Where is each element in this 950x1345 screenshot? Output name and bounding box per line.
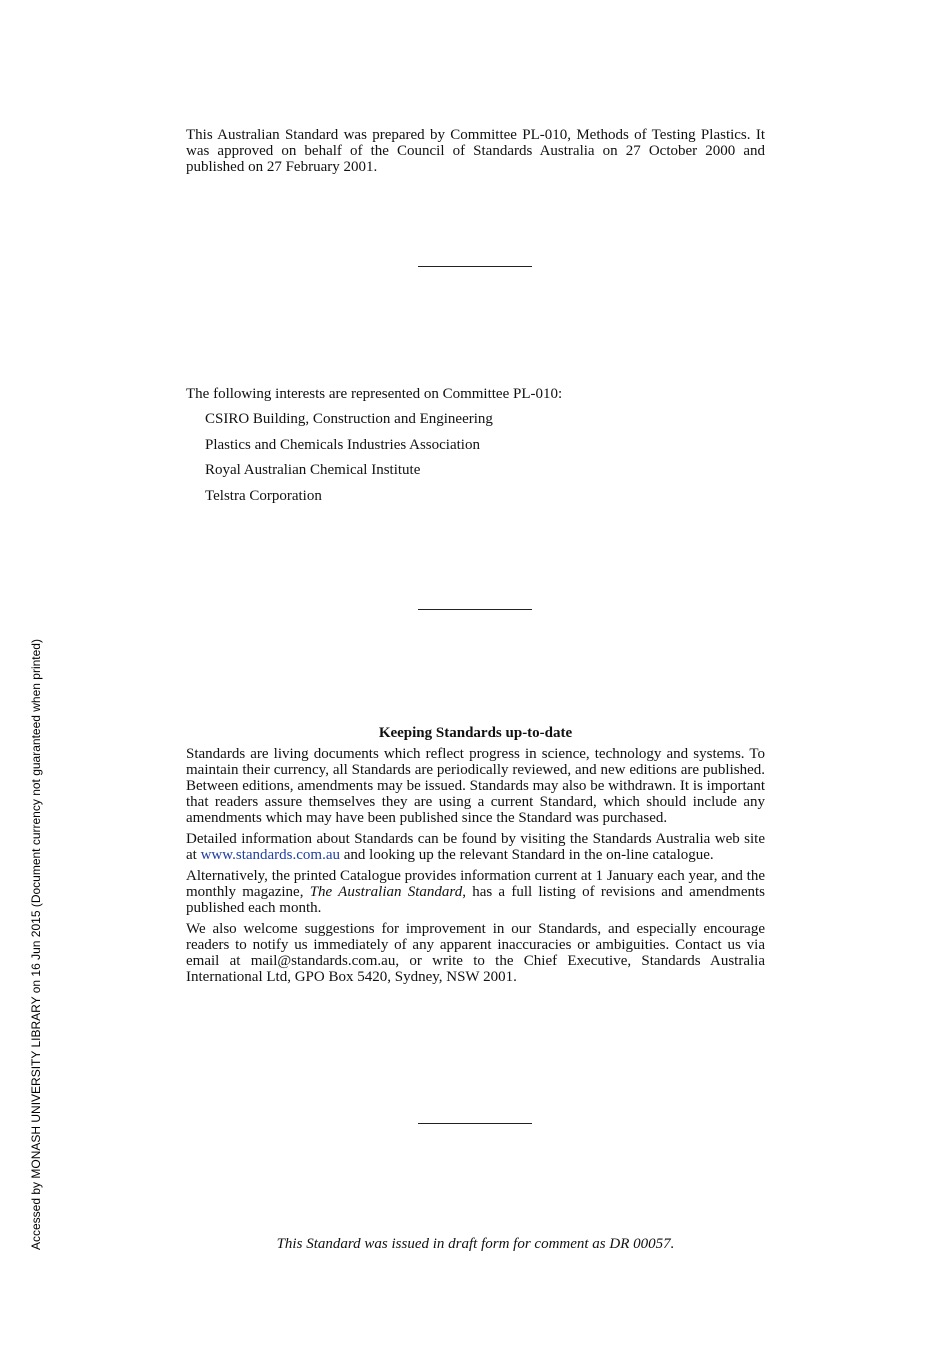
paragraph-catalogue bbox=[186, 868, 765, 916]
section-divider bbox=[418, 609, 532, 610]
paragraph-text: and looking up the relevant Standard in the on-line catalogue. bbox=[340, 847, 714, 863]
access-watermark: Accessed by MONASH UNIVERSITY LIBRARY on 16 Jun 2015 (Document currency not guaranteed when printed) bbox=[29, 639, 43, 1250]
preparation-statement: This Australian Standard was prepared by Committee PL-010, Methods of Testing Plastics. It was approved on behalf of the Council of Standards Australia on 27 October 2000 and published on 27 February 2001. bbox=[186, 127, 765, 175]
paragraph-text: Detailed information about Standards can be found by visiting the Standards Australia web site at bbox=[186, 831, 765, 863]
committee-member: Plastics and Chemicals Industries Association bbox=[205, 437, 480, 453]
paragraph-suggestions: We also welcome suggestions for improvement in our Standards, and especially encourage readers to notify us immediately of any apparent inaccuracies or ambiguities. Contact us via email at mail@standards.com.au, or write to the Chief Executive, Standards Australia International Ltd, GPO Box 5420, Sydney, NSW 2001. bbox=[186, 921, 765, 985]
website-link[interactable]: www.standards.com.au bbox=[200, 847, 340, 863]
magazine-title: The Australian Standard bbox=[309, 884, 463, 900]
paragraph-web-info bbox=[186, 831, 765, 863]
committee-member: CSIRO Building, Construction and Engineering bbox=[205, 411, 493, 427]
paragraph-text: , has a full listing of revisions and amendments published each month. bbox=[186, 884, 765, 916]
paragraph-currency: Standards are living documents which reflect progress in science, technology and systems. To maintain their currency, all Standards are periodically reviewed, and new editions are published. Between editions, amendments may be issued. Standards may also be withdrawn. It is important that readers assure themselves they are using a current Standard, which should include any amendments which may have been published since the Standard was purchased. bbox=[186, 746, 765, 826]
keeping-standards-body bbox=[186, 746, 765, 990]
section-divider bbox=[418, 266, 532, 267]
section-divider bbox=[418, 1123, 532, 1124]
paragraph-text: Alternatively, the printed Catalogue provides information current at 1 January each year, and the monthly magazine, bbox=[186, 868, 765, 900]
committee-member: Royal Australian Chemical Institute bbox=[205, 462, 421, 478]
committee-member: Telstra Corporation bbox=[205, 488, 322, 504]
section-heading: Keeping Standards up-to-date bbox=[378, 725, 573, 741]
committee-intro: The following interests are represented on Committee PL-010: bbox=[186, 386, 563, 402]
draft-note: This Standard was issued in draft form for comment as DR 00057. bbox=[276, 1236, 675, 1252]
